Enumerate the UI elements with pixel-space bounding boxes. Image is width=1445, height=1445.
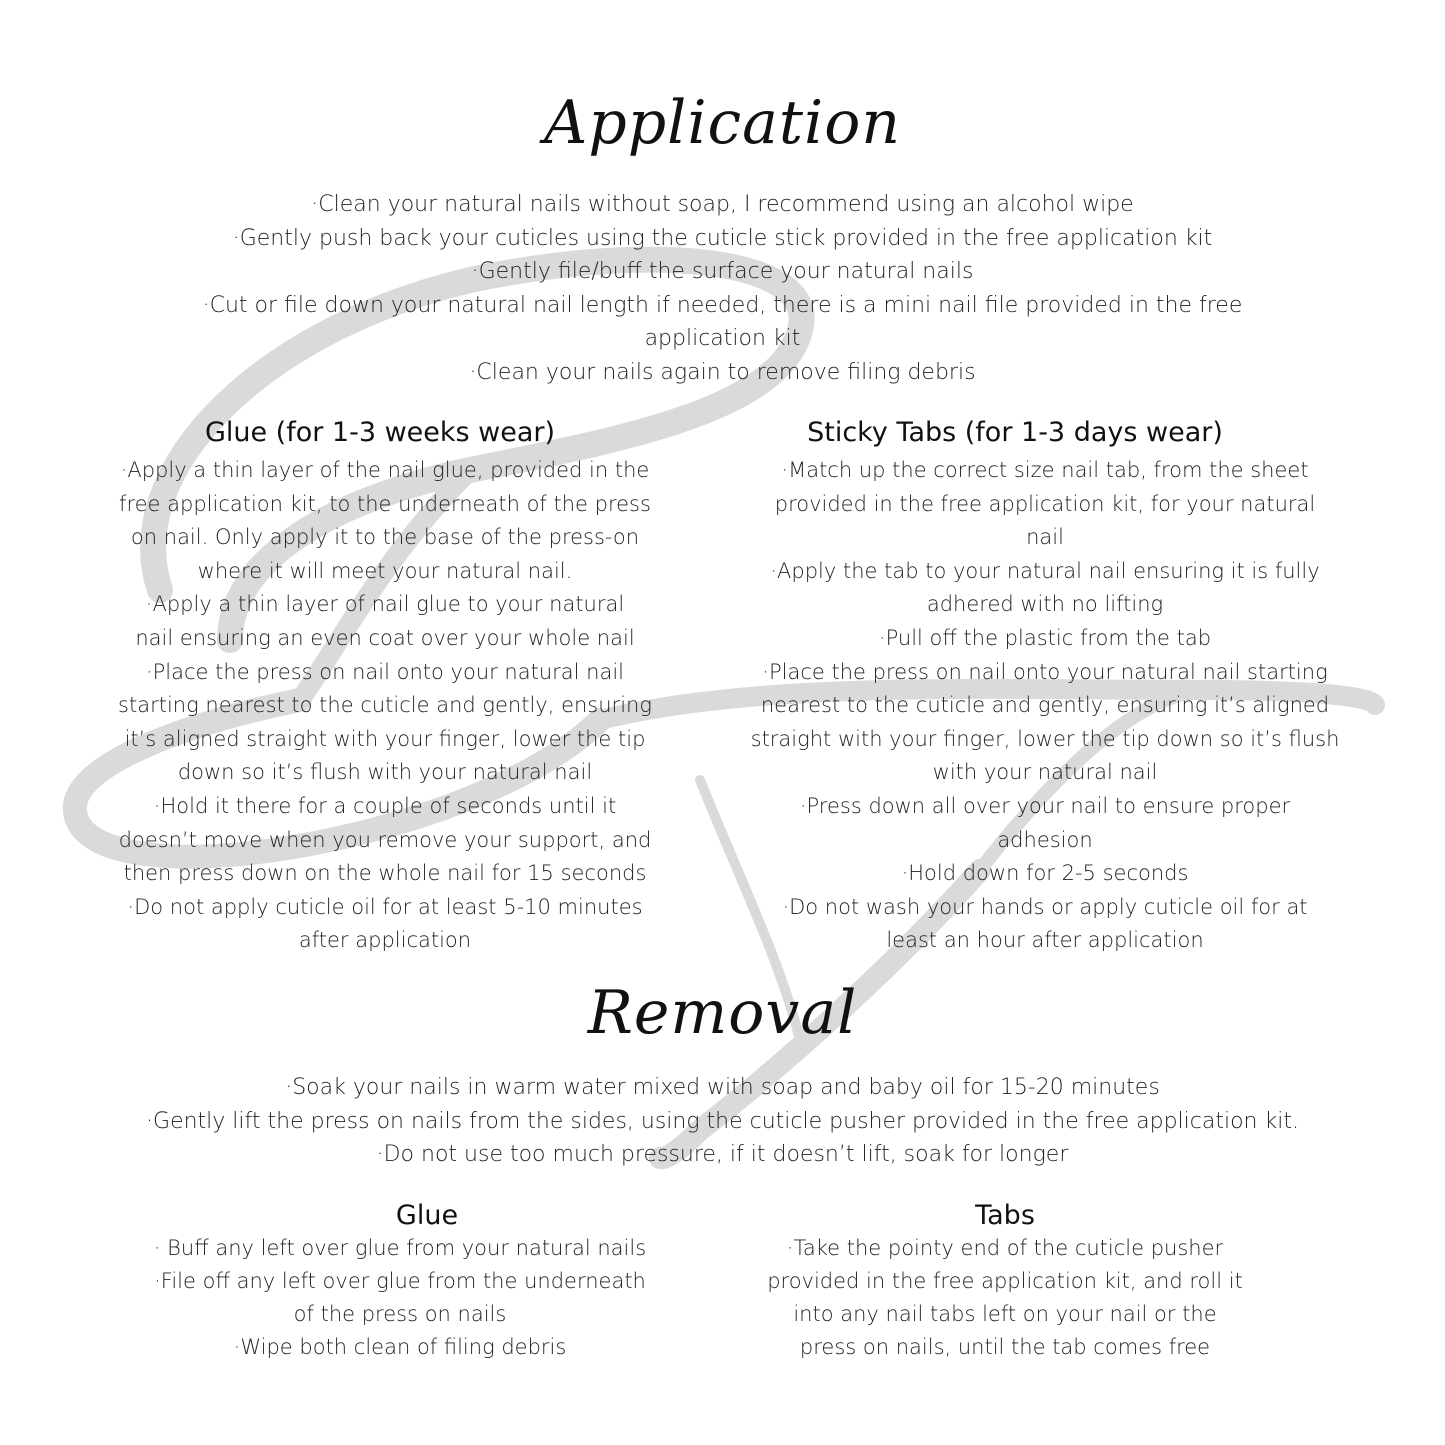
glue-line: it’s aligned straight with your finger, lower the tip <box>124 726 646 751</box>
application-step: ·Cut or file down your natural nail length if needed, there is a mini nail file provided in the free <box>202 292 1243 318</box>
glue-line: free application kit, to the underneath of the press <box>119 491 651 516</box>
tabs-line: ·Apply the tab to your natural nail ensuring it is fully <box>770 558 1320 583</box>
removal-tabs-line: into any nail tabs left on your nail or the <box>793 1302 1217 1326</box>
glue-line: after application <box>298 928 472 953</box>
application-title: Application <box>544 88 901 158</box>
removal-tabs-line: press on nails, until the tab comes free <box>799 1335 1211 1359</box>
removal-step: ·Soak your nails in warm water mixed with soap and baby oil for 15-20 minutes <box>285 1075 1160 1100</box>
tabs-line: with your natural nail <box>932 760 1158 785</box>
removal-steps <box>0 1071 1445 1172</box>
glue-line: ·Apply a thin layer of the nail glue, provided in the <box>120 458 650 482</box>
glue-line: then press down on the whole nail for 15 seconds <box>123 861 647 886</box>
glue-line: ·Place the press on nail onto your natural nail <box>145 659 625 684</box>
sticky-tabs-heading: Sticky Tabs (for 1-3 days wear) <box>807 417 1223 448</box>
glue-line: starting nearest to the cuticle and gently, ensuring <box>118 693 652 718</box>
removal-tabs-line: provided in the free application kit, and roll it <box>767 1269 1243 1293</box>
application-step: ·Clean your nails again to remove filing debris <box>469 359 976 385</box>
removal-step: ·Do not use too much pressure, if it doesn’t lift, soak for longer <box>376 1142 1069 1167</box>
tabs-line: provided in the free application kit, for your natural <box>774 491 1316 516</box>
glue-line: ·Hold it there for a couple of seconds until it <box>153 793 617 818</box>
removal-step: ·Gently lift the press on nails from the sides, using the cuticle pusher provided in the free application kit. <box>146 1108 1299 1134</box>
application-step: ·Clean your natural nails without soap, I recommend using an alcohol wipe <box>311 192 1134 217</box>
removal-glue-line: · Buff any left over glue from your natural nails <box>153 1236 647 1260</box>
removal-tabs-instructions <box>690 1232 1320 1364</box>
tabs-line: nail <box>1026 525 1064 550</box>
application-step: ·Gently file/buff the surface your natural nails <box>471 259 974 284</box>
glue-line: down so it’s flush with your natural nail <box>177 760 593 785</box>
tabs-line: ·Match up the correct size nail tab, from the sheet <box>781 458 1309 482</box>
application-steps <box>0 188 1445 389</box>
sticky-tabs-instructions <box>705 454 1385 958</box>
glue-line: doesn’t move when you remove your support, and <box>118 827 652 852</box>
tabs-line: nearest to the cuticle and gently, ensuring it’s aligned <box>760 693 1330 718</box>
removal-glue-line: ·Wipe both clean of filing debris <box>233 1335 567 1359</box>
glue-line: on nail. Only apply it to the base of the press-on <box>130 525 640 550</box>
removal-tabs-line: ·Take the pointy end of the cuticle pusher <box>786 1236 1224 1260</box>
removal-title: Removal <box>587 978 858 1048</box>
tabs-line: adhered with no lifting <box>926 592 1164 617</box>
removal-glue-instructions <box>80 1232 720 1364</box>
removal-glue-heading: Glue <box>395 1200 459 1231</box>
tabs-line: straight with your finger, lower the tip down so it’s flush <box>750 726 1340 751</box>
tabs-line: ·Do not wash your hands or apply cuticle oil for at <box>782 894 1308 919</box>
tabs-line: adhesion <box>997 827 1093 852</box>
tabs-line: ·Pull off the plastic from the tab <box>878 625 1212 650</box>
removal-tabs-heading: Tabs <box>975 1200 1035 1231</box>
glue-line: nail ensuring an even coat over your whole nail <box>135 625 635 650</box>
removal-glue-line: of the press on nails <box>293 1302 507 1326</box>
glue-instructions <box>60 454 710 958</box>
glue-line: ·Do not apply cuticle oil for at least 5-10 minutes <box>127 894 643 919</box>
tabs-line: ·Press down all over your nail to ensure proper <box>799 793 1291 818</box>
removal-glue-line: ·File off any left over glue from the underneath <box>154 1269 646 1293</box>
glue-line: where it will meet your natural nail. <box>197 558 573 583</box>
tabs-line: ·Place the press on nail onto your natural nail starting <box>762 659 1328 684</box>
glue-line: ·Apply a thin layer of nail glue to your natural <box>145 592 625 617</box>
glue-heading: Glue (for 1-3 weeks wear) <box>204 417 556 448</box>
tabs-line: least an hour after application <box>886 928 1204 953</box>
application-step: ·Gently push back your cuticles using the cuticle stick provided in the free application kit <box>232 225 1213 251</box>
tabs-line: ·Hold down for 2-5 seconds <box>901 861 1189 886</box>
application-step: application kit <box>644 326 801 351</box>
